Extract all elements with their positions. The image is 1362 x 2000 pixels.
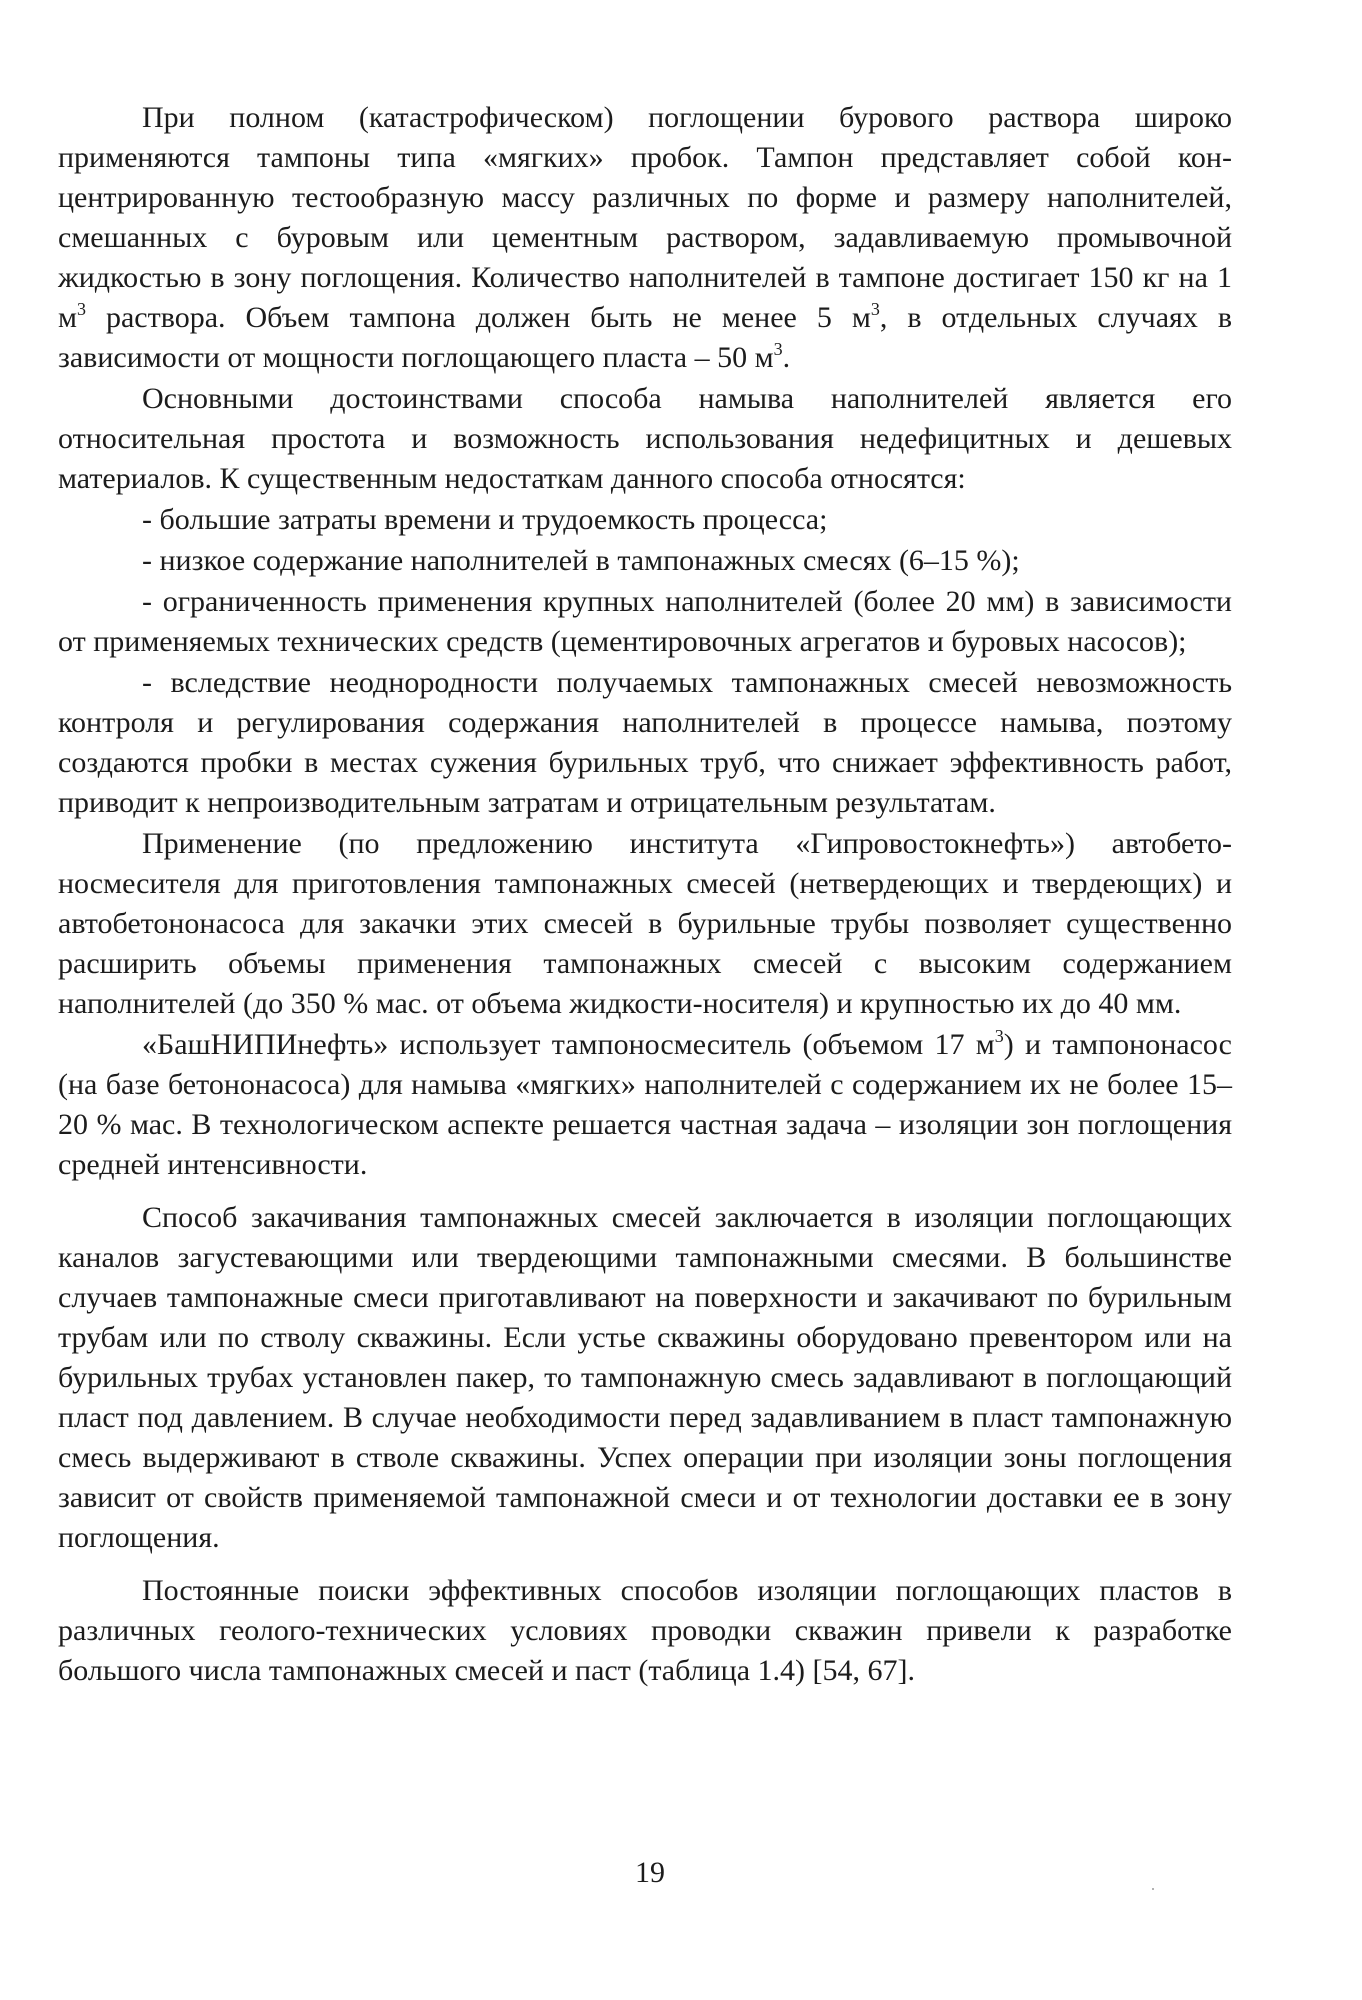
paragraph-injection-method: Способ закачивания тампонажных смесей заключается в изоляции поглощающих каналов загустевающими или твердеющими тампонажными смесями. В большинстве случаев тампонажные смеси приготавливают на поверхности и закачивают по бурильным трубам или по стволу скважины. Если устье скважины оборудовано превентором или на бурильных трубах установлен пакер, то тампонажную смесь задавливают в поглощающий пласт под давлением. В случае необходимости перед задавливанием в пласт тампонажную смесь выдерживают в стволе скважины. Успех операции при изоляции зоны поглощения зависит от свойств применяемой тампонажной смеси и от технологии доставки ее в зону поглощения. (58, 1201, 1232, 1554)
paragraph-8-text-b: ) и тампононасос (на базе бетононасоса) для намыва «мягких» наполнителей с содержанием их не более 15–20 % мас. В технологическом аспекте решается частная задача – изоляции зон поглощения средней интенсивности. (58, 1028, 1232, 1181)
list-item-limited-application: - ограниченность применения крупных наполнителей (более 20 мм) в зависимости от применяемых технических средств (цементировочных агрегатов и буровых насосов); (58, 585, 1232, 658)
superscript-cubic: 3 (76, 299, 86, 319)
superscript-cubic: 3 (994, 1026, 1004, 1046)
paragraph-advantages: Основными достоинствами способа намыва наполнителей является его относительная простота и возможность использования недефицитных и дешевых материалов. К существенным недостаткам данного способа относятся: (58, 382, 1232, 495)
paragraph-1-text-c: , в отдельных случаях в зависимости от мощности поглощающего пласта – 50 м (58, 301, 1232, 374)
paragraph-bashnipineft (58, 1025, 1232, 1185)
paragraph-catastrophic-loss (58, 98, 1232, 378)
paragraph-1-text-d: . (782, 341, 791, 374)
paragraph-1-text-a: При полном (катастрофическом) поглощении бурового раствора широко применяются тампоны типа «мягких» пробок. Тампон представляет собой концентрированную тестообразную массу различных по форме и размеру наполнителей, смешанных с буровым или цементным раствором, задавливаемую промывочной жидкостью в зону поглощения. Количество наполнителей в тампоне достигает 150 кг на 1 м (58, 101, 1232, 334)
list-item-heterogeneity: - вследствие неоднородности получаемых тампонажных смесей невозможность контроля и регулирования содержания наполнителей в процессе намыва, поэтому создаются пробки в местах сужения бурильных труб, что снижает эффективность работ, приводит к непроизводительным затратам и отрицательным результатам. (58, 666, 1232, 819)
superscript-cubic: 3 (773, 339, 783, 359)
paragraph-8-text-a: «БашНИПИнефть» использует тампоносмеситель (объемом 17 м (142, 1028, 995, 1061)
list-item-low-content: - низкое содержание наполнителей в тампонажных смесях (6–15 %); (142, 544, 1020, 577)
paragraph-1-text-b: раствора. Объем тампона должен быть не менее 5 м (85, 301, 871, 334)
page-number: 19 (635, 1856, 665, 1889)
list-item-time-costs: - большие затраты времени и трудоемкость процесса; (142, 503, 828, 536)
paragraph-giprovostokneft: Применение (по предложению института «Гипровостокнефть») автобетоносмесителя для приготовления тампонажных смесей (нетвердеющих и твердеющих) и автобетононасоса для закачки этих смесей в бурильные трубы позволяет существенно расширить объемы применения тампонажных смесей с высоким содержанием наполнителей (до 350 % мас. от объема жидкости-носителя) и крупностью их до 40 мм. (58, 827, 1232, 1020)
superscript-cubic: 3 (870, 299, 880, 319)
paragraph-conclusion: Постоянные поиски эффективных способов изоляции поглощающих пластов в различных геолого-технических условиях проводки скважин привели к разработке большого числа тампонажных смесей и паст (таблица 1.4) [54, 67]. (58, 1574, 1232, 1687)
scan-speck (1152, 1888, 1154, 1890)
page-body (58, 98, 1232, 1691)
